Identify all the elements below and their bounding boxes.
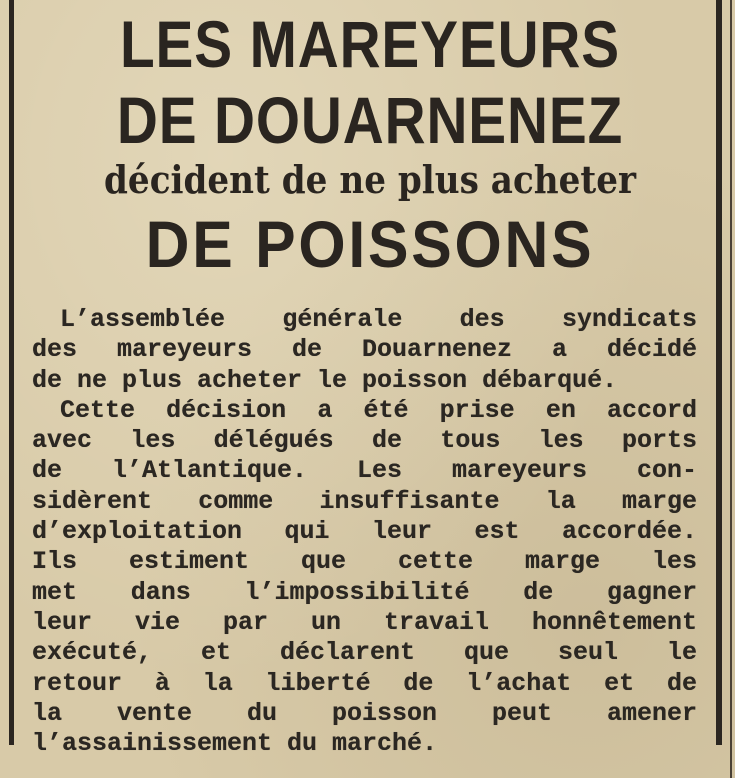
subheadline: décident de ne plus acheter xyxy=(104,157,636,202)
body-line: retour à la liberté de l’achat et de xyxy=(32,668,697,698)
body-line: de l’Atlantique. Les mareyeurs con- xyxy=(32,456,697,486)
body-line: sidèrent comme insuffisante la marge xyxy=(32,486,697,516)
body-line: L’assemblée générale des syndicats xyxy=(60,305,697,334)
body-line: met dans l’impossibilité de gagner xyxy=(32,577,697,607)
left-column-rule xyxy=(9,0,14,745)
body-line: Ils estiment que cette marge les xyxy=(32,547,697,577)
body-line: la vente du poisson peut amener xyxy=(32,698,697,728)
body-line: des mareyeurs de Douarnenez a décidé xyxy=(32,335,697,365)
body-line: exécuté, et déclarent que seul le xyxy=(32,638,697,668)
body-line: de ne plus acheter le poisson débarqué. xyxy=(32,365,618,395)
body-line: l’assainissement du marché. xyxy=(32,729,438,759)
body-line: leur vie par un travail honnêtement xyxy=(32,607,697,637)
body-line: Cette décision a été prise en accord xyxy=(60,395,697,425)
headline-line-2: DE DOUARNENEZ xyxy=(116,83,624,157)
body-line: avec les délégués de tous les ports xyxy=(32,426,697,456)
article-body xyxy=(32,305,697,759)
headline-line-1: LES MAREYEURS xyxy=(119,7,621,81)
body-line: d’exploitation qui leur est accordée. xyxy=(32,517,697,547)
right-edge-rule xyxy=(730,0,732,778)
headline-line-3: DE POISSONS xyxy=(145,207,595,281)
right-column-rule xyxy=(716,0,722,745)
